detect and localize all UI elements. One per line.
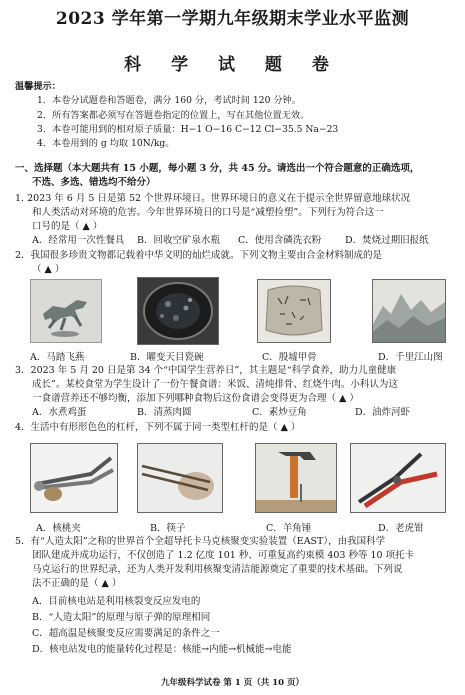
notice-item: 3．本卷可能用到的相对原子质量：H−1 O−16 C−12 Cl−35.5 Na−23 — [37, 123, 339, 135]
notice-item: 2．所有答案都必须写在答题卷指定的位置上，写在其他位置无效。 — [37, 109, 310, 121]
option-a: A．水煮鸡蛋 — [32, 407, 87, 418]
question-2 — [15, 249, 458, 277]
section-heading-line: 一、选择题（本大题共有 15 小题，每小题 3 分，共 45 分。请选出一个符合题意的正确选项， — [15, 163, 420, 174]
question-text: 3．2023 年 5 月 20 日是第 34 个“中国学生营养日”，其主题是“科学食养，助力儿童健康 — [15, 365, 397, 376]
notice-heading: 温馨提示： — [15, 81, 61, 92]
option-a: A．经常用一次性餐具 — [32, 235, 125, 246]
option-d: D．千里江山图 — [378, 352, 443, 363]
option-a: A．核桃夹 — [36, 523, 81, 534]
question-text: 一食谱营养还不够均衡，添加下列哪种食物后这份食谱会变得更为合理（ ▲ ） — [32, 393, 359, 404]
section-heading-line: 不选、多选、错选均不给分） — [32, 177, 156, 188]
option-b: B．筷子 — [150, 523, 186, 534]
chopsticks-image — [137, 443, 223, 513]
notice-item: 1．本卷分试题卷和答题卷，满分 160 分，考试时间 120 分钟。 — [37, 95, 301, 107]
landscape-painting-image — [372, 279, 446, 343]
option-a: A．目前核电站是利用核裂变反应发电的 — [32, 596, 201, 607]
option-c: C．殷墟甲骨 — [262, 352, 317, 363]
option-c: C．使用含磷洗衣粉 — [238, 235, 322, 246]
option-c: C．超高温是核聚变反应需要满足的条件之一 — [32, 628, 220, 639]
question-text: （ ▲ ） — [32, 264, 65, 275]
claw-hammer-image — [255, 443, 337, 513]
option-c: C．素炒豆角 — [252, 407, 307, 418]
question-text: 2．我国很多珍贵文物都记载着中华文明的灿烂成就。下列文物主要由合金材料制成的是 — [15, 250, 383, 261]
section-heading — [15, 162, 457, 190]
pliers-image — [350, 443, 446, 513]
galloping-horse-image — [30, 279, 102, 343]
exam-subtitle: 科 学 试 题 卷 — [124, 55, 341, 75]
question-text: 和人类活动对环境的危害。今年世界环境日的口号是“减塑捡塑”。下列行为符合这一 — [32, 207, 384, 218]
question-text: 团队建成并成功运行，不仅创造了 1.2 亿度 101 秒、可重复高约束模 403 秒等 10 项托卡 — [32, 550, 415, 561]
notice-block — [15, 80, 455, 151]
notice-item: 4．本卷用到的 g 均取 10N/kg。 — [37, 138, 175, 150]
question-text: 马克运行的世界纪录，还为人类开发利用核聚变清洁能源奠定了重要的技术基础。下列说 — [32, 564, 403, 575]
question-4 — [15, 421, 458, 435]
option-d: D．老虎钳 — [378, 523, 424, 534]
question-text: 1. 2023 年 6 月 5 日是第 52 个世界环境日。世界环境日的意义在于提示全世界留意地球状况 — [15, 193, 411, 204]
question-1 — [15, 192, 458, 248]
option-b: B．清蒸肉圆 — [137, 407, 192, 418]
question-text: 4．生活中有形形色色的杠杆，下列不属于同一类型杠杆的是（ ▲ ） — [15, 422, 301, 433]
question-text: 成长”。某校食堂为学生设计了一份午餐食谱：米饭、清炖排骨、红烧牛肉。小科认为这 — [32, 379, 398, 390]
option-d: D．核电站发电的能量转化过程是：核能→内能→机械能→电能 — [32, 644, 292, 655]
option-c: C．羊角锤 — [266, 523, 312, 534]
option-b: B．回收空矿泉水瓶 — [137, 235, 220, 246]
page-footer: 九年级科学试卷 第 1 页（共 10 页） — [160, 678, 305, 688]
option-b: B．曜变天目瓷碗 — [130, 352, 204, 363]
nutcracker-image — [30, 443, 118, 513]
oracle-bone-image — [257, 279, 331, 343]
option-a: A．马踏飞燕 — [30, 352, 85, 363]
exam-title: 2023 学年第一学期九年级期末学业水平监测 — [55, 9, 410, 29]
tenmoku-bowl-image — [137, 277, 219, 345]
question-5 — [15, 535, 458, 658]
question-3 — [15, 364, 458, 420]
question-text: 法不正确的是（ ▲ ） — [32, 578, 122, 589]
option-d: D．油炸河虾 — [355, 407, 411, 418]
option-b: B．“人造太阳”的原理与原子弹的原理相同 — [32, 612, 211, 623]
question-text: 5．有“人造太阳”之称的世界首个全超导托卡马克核聚变实验装置（EAST），由我国科学 — [15, 536, 386, 547]
option-d: D．焚烧过期旧报纸 — [345, 235, 429, 246]
question-text: 口号的是（ ▲ ） — [32, 221, 103, 232]
